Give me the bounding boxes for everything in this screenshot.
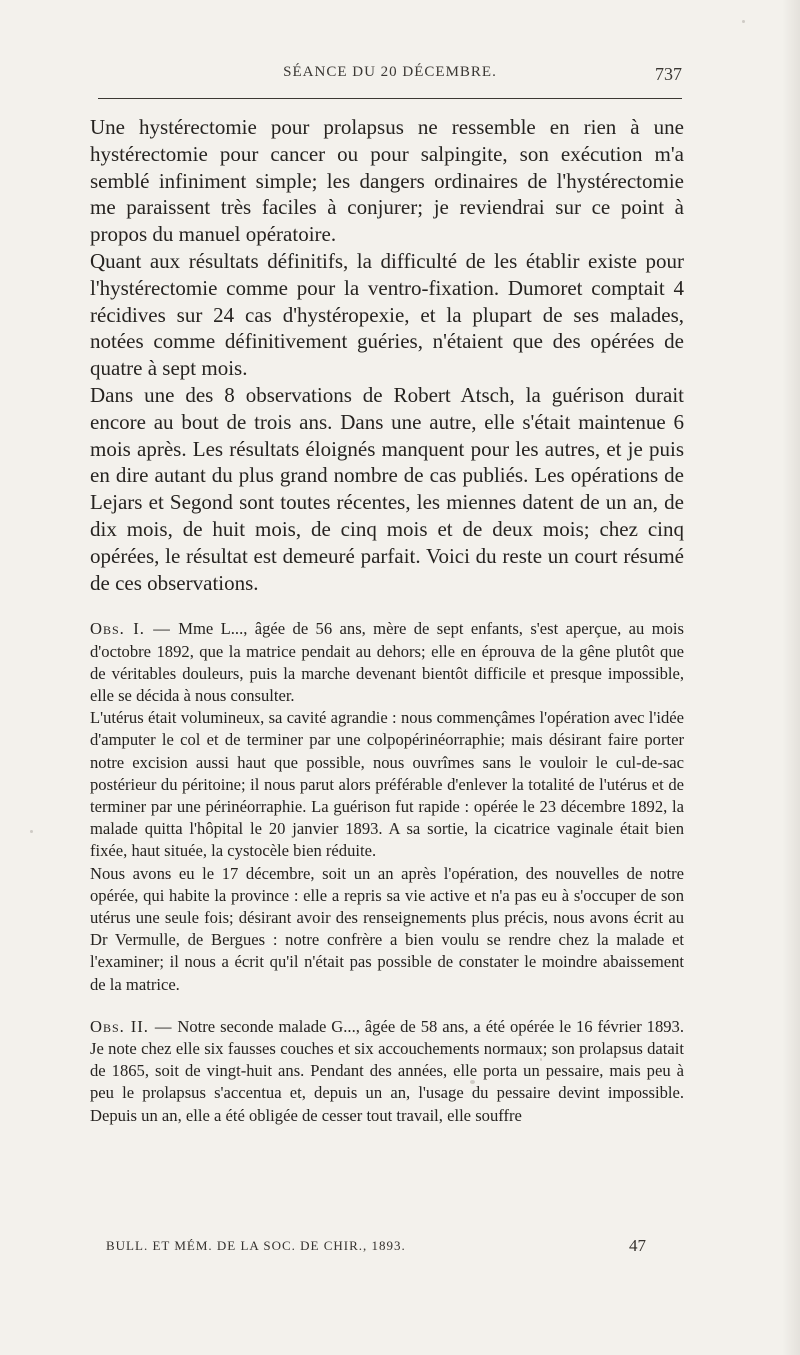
observation-2-intro	[90, 1016, 684, 1127]
observation-1-operation: L'utérus était volumineux, sa cavité agrandie : nous commençâmes l'opération avec l'idée d'amputer le col et de terminer par une colpopérinéorraphie; mais désirant faire porter notre excision aussi haut que possible, nous ouvrîmes sans le vouloir le cul-de-sac postérieur du péritoine; il nous parut alors préférable d'enlever la totalité de l'utérus et de terminer par une périnéorraphie. La guérison fut rapide : opérée le 23 décembre 1892, la malade quitta l'hôpital le 20 janvier 1893. A sa sortie, la cicatrice vaginale était bien fixée, haut située, la cystocèle bien réduite.	[90, 708, 684, 861]
observation-1-label: Obs. I. —	[90, 619, 171, 639]
footer	[106, 1238, 646, 1260]
paper-speck	[742, 20, 745, 23]
running-head	[98, 64, 682, 86]
observation-2	[90, 1016, 684, 1127]
page-edge-shadow	[782, 0, 800, 1355]
journal-citation: BULL. ET MÉM. DE LA SOC. DE CHIR., 1893.	[106, 1238, 406, 1253]
running-title: SÉANCE DU 20 DÉCEMBRE.	[283, 64, 497, 80]
signature-number: 47	[629, 1236, 646, 1255]
paper-speck	[470, 1080, 475, 1084]
observation-1	[90, 618, 684, 995]
observation-1-intro	[90, 618, 684, 707]
paper-speck	[30, 830, 33, 833]
observation-2-label: Obs. II. —	[90, 1016, 173, 1036]
page-number: 737	[655, 64, 682, 84]
paper-speck	[540, 1058, 542, 1061]
paragraph-resultats: Quant aux résultats définitifs, la difficulté de les établir existe pour l'hystérectomie comme pour la ventro-fixation. Dumoret comptait 4 récidives sur 24 cas d'hystéropexie, et la plupart de ses malades, notées comme définitivement guéries, n'étaient que des opérées de quatre à sept mois.	[90, 248, 684, 381]
paragraph-hysterectomie: Une hystérectomie pour prolapsus ne ressemble en rien à une hystérectomie pour cancer ou pour salpingite, son exécution m'a semblé infiniment simple; les dangers ordinaires de l'hystérectomie me paraissent très faciles à conjurer; je reviendrai sur ce point à propos du manuel opératoire.	[90, 115, 684, 247]
paragraph-observations: Dans une des 8 observations de Robert Atsch, la guérison durait encore au bout de trois ans. Dans une autre, elle s'était maintenue 6 mois après. Les résultats éloignés manquent pour les autres, et je puis en dire autant du plus grand nombre de cas publiés. Les opérations de Lejars et Segond sont toutes récentes, les miennes datent de un an, de dix mois, de huit mois, de cinq mois et de deux mois; chez cinq opérées, le résultat est demeuré parfait. Voici du reste un court résumé de ces observations.	[90, 382, 684, 595]
body-text	[90, 114, 684, 1127]
header-rule	[98, 98, 682, 99]
observation-1-text: Mme L..., âgée de 56 ans, mère de sept enfants, s'est aperçue, au mois d'octobre 1892, que la matrice pendait au dehors; elle en éprouva de la gêne plutôt que de véritables douleurs, puis la marche devenant bientôt difficile et presque impossible, elle se décida à nous consulter.	[90, 619, 684, 705]
observation-2-text: Notre seconde malade G..., âgée de 58 ans, a été opérée le 16 février 1893. Je note chez elle six fausses couches et six accouchements normaux; son prolapsus datait de 1865, soit de vingt-huit ans. Pendant des années, elle porta un pessaire, mais peu à peu le prolapsus s'accentua et, depuis un an, l'usage du pessaire devint impossible. Depuis un an, elle a été obligée de cesser tout travail, elle souffre	[90, 1016, 684, 1125]
observation-1-followup: Nous avons eu le 17 décembre, soit un an après l'opération, des nouvelles de notre opérée, qui habite la province : elle a repris sa vie active et n'a pas eu à s'occuper de son utérus une seule fois; désirant avoir des renseignements plus précis, nous avons écrit au Dr Vermulle, de Bergues : notre confrère a bien voulu se rendre chez la malade et l'examiner; il nous a écrit qu'il n'était pas possible de constater le moindre abaissement de la matrice.	[90, 863, 684, 994]
